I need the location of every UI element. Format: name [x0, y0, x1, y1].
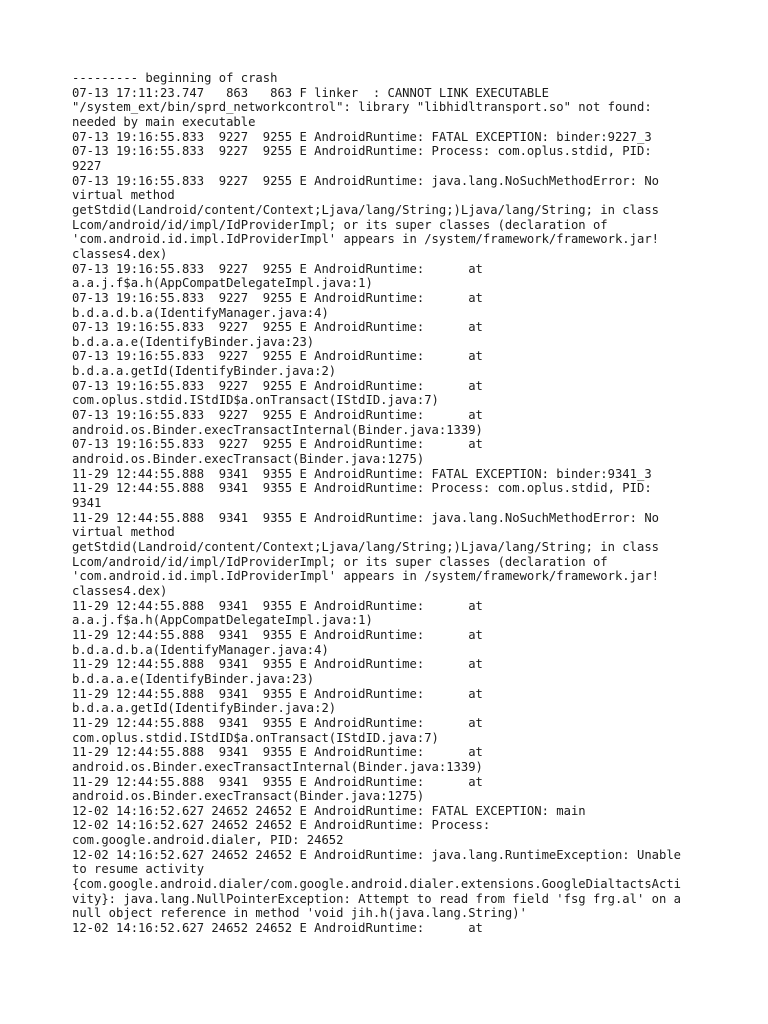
- log-line: 07-13 19:16:55.833 9227 9255 E AndroidRuntime: at: [72, 261, 483, 276]
- log-line: --------- beginning of crash: [72, 71, 278, 85]
- log-line: android.os.Binder.execTransactInternal(Binder.java:1339): [72, 759, 483, 774]
- log-line: 07-13 19:16:55.833 9227 9255 E AndroidRuntime: at: [72, 437, 483, 452]
- log-line: 07-13 19:16:55.833 9227 9255 E AndroidRuntime: java.lang.NoSuchMethodError: No: [72, 173, 659, 188]
- log-line: getStdid(Landroid/content/Context;Ljava/lang/String;)Ljava/lang/String; in class: [72, 202, 659, 217]
- log-line: "/system_ext/bin/sprd_networkcontrol": library "libhidltransport.so" not found:: [72, 100, 652, 115]
- log-line: com.google.android.dialer, PID: 24652: [72, 833, 344, 848]
- log-line: b.d.a.d.b.a(IdentifyManager.java:4): [72, 642, 329, 657]
- log-line: b.d.a.a.getId(IdentifyBinder.java:2): [72, 701, 337, 716]
- log-line: to resume activity: [72, 862, 205, 877]
- log-line: 11-29 12:44:55.888 9341 9355 E AndroidRuntime: Process: com.oplus.stdid, PID:: [72, 481, 652, 496]
- log-line: b.d.a.a.getId(IdentifyBinder.java:2): [72, 364, 337, 379]
- log-line: android.os.Binder.execTransactInternal(Binder.java:1339): [72, 422, 483, 437]
- log-line: 9341: [72, 496, 102, 511]
- log-line: virtual method: [72, 188, 175, 203]
- log-line: b.d.a.a.e(IdentifyBinder.java:23): [72, 671, 315, 686]
- log-line: a.a.j.f$a.h(AppCompatDelegateImpl.java:1): [72, 276, 373, 291]
- log-line: Lcom/android/id/impl/IdProviderImpl; or its super classes (declaration of: [72, 554, 608, 569]
- crash-log-document: [72, 71, 712, 936]
- log-line: 07-13 17:11:23.747 863 863 F linker : CANNOT LINK EXECUTABLE: [72, 85, 549, 100]
- log-line: 07-13 19:16:55.833 9227 9255 E AndroidRuntime: at: [72, 378, 483, 393]
- log-line: Lcom/android/id/impl/IdProviderImpl; or its super classes (declaration of: [72, 217, 608, 232]
- log-line: 11-29 12:44:55.888 9341 9355 E AndroidRuntime: at: [72, 598, 483, 613]
- log-line: getStdid(Landroid/content/Context;Ljava/lang/String;)Ljava/lang/String; in class: [72, 540, 659, 554]
- log-line: 11-29 12:44:55.888 9341 9355 E AndroidRuntime: FATAL EXCEPTION: binder:9341_3: [72, 466, 652, 481]
- log-line: 'com.android.id.impl.IdProviderImpl' appears in /system/framework/framework.jar!: [72, 232, 659, 247]
- log-line: 11-29 12:44:55.888 9341 9355 E AndroidRuntime: java.lang.NoSuchMethodError: No: [72, 510, 659, 525]
- log-line: {com.google.android.dialer/com.google.android.dialer.extensions.GoogleDialtactsActi: [72, 877, 682, 892]
- log-line: 11-29 12:44:55.888 9341 9355 E AndroidRuntime: at: [72, 715, 483, 730]
- log-line: vity}: java.lang.NullPointerException: Attempt to read from field 'fsg frg.al' on a: [72, 891, 682, 906]
- log-line: 07-13 19:16:55.833 9227 9255 E AndroidRuntime: at: [72, 320, 483, 335]
- log-line: 07-13 19:16:55.833 9227 9255 E AndroidRuntime: at: [72, 408, 483, 423]
- log-line: a.a.j.f$a.h(AppCompatDelegateImpl.java:1): [72, 613, 373, 628]
- log-line: 07-13 19:16:55.833 9227 9255 E AndroidRuntime: at: [72, 349, 483, 364]
- log-line: 11-29 12:44:55.888 9341 9355 E AndroidRuntime: at: [72, 657, 483, 672]
- log-line: 07-13 19:16:55.833 9227 9255 E AndroidRuntime: Process: com.oplus.stdid, PID:: [72, 144, 652, 159]
- log-line: com.oplus.stdid.IStdID$a.onTransact(IStdID.java:7): [72, 393, 439, 408]
- log-line: 'com.android.id.impl.IdProviderImpl' appears in /system/framework/framework.jar!: [72, 569, 659, 584]
- log-line: virtual method: [72, 525, 175, 540]
- log-line: 12-02 14:16:52.627 24652 24652 E AndroidRuntime: at: [72, 921, 483, 936]
- log-line: classes4.dex): [72, 246, 168, 261]
- log-line: needed by main executable: [72, 114, 256, 129]
- log-line: 07-13 19:16:55.833 9227 9255 E AndroidRuntime: FATAL EXCEPTION: binder:9227_3: [72, 129, 652, 144]
- log-line: 12-02 14:16:52.627 24652 24652 E AndroidRuntime: FATAL EXCEPTION: main: [72, 803, 586, 818]
- log-line: 12-02 14:16:52.627 24652 24652 E AndroidRuntime: java.lang.RuntimeException: Unable: [72, 847, 682, 862]
- log-line: b.d.a.a.e(IdentifyBinder.java:23): [72, 334, 315, 349]
- log-line: null object reference in method 'void jih.h(java.lang.String)': [72, 906, 527, 921]
- log-line: android.os.Binder.execTransact(Binder.java:1275): [72, 452, 425, 467]
- log-line: 11-29 12:44:55.888 9341 9355 E AndroidRuntime: at: [72, 745, 483, 760]
- log-line: b.d.a.d.b.a(IdentifyManager.java:4): [72, 305, 329, 320]
- log-line: com.oplus.stdid.IStdID$a.onTransact(IStdID.java:7): [72, 730, 439, 745]
- log-line: 9227: [72, 158, 102, 173]
- log-line: 12-02 14:16:52.627 24652 24652 E AndroidRuntime: Process:: [72, 818, 491, 833]
- log-line: 07-13 19:16:55.833 9227 9255 E AndroidRuntime: at: [72, 290, 483, 305]
- log-line: 11-29 12:44:55.888 9341 9355 E AndroidRuntime: at: [72, 774, 483, 789]
- log-line: 11-29 12:44:55.888 9341 9355 E AndroidRuntime: at: [72, 627, 483, 642]
- log-line: android.os.Binder.execTransact(Binder.java:1275): [72, 789, 425, 804]
- log-line: classes4.dex): [72, 583, 168, 598]
- log-line: 11-29 12:44:55.888 9341 9355 E AndroidRuntime: at: [72, 686, 483, 701]
